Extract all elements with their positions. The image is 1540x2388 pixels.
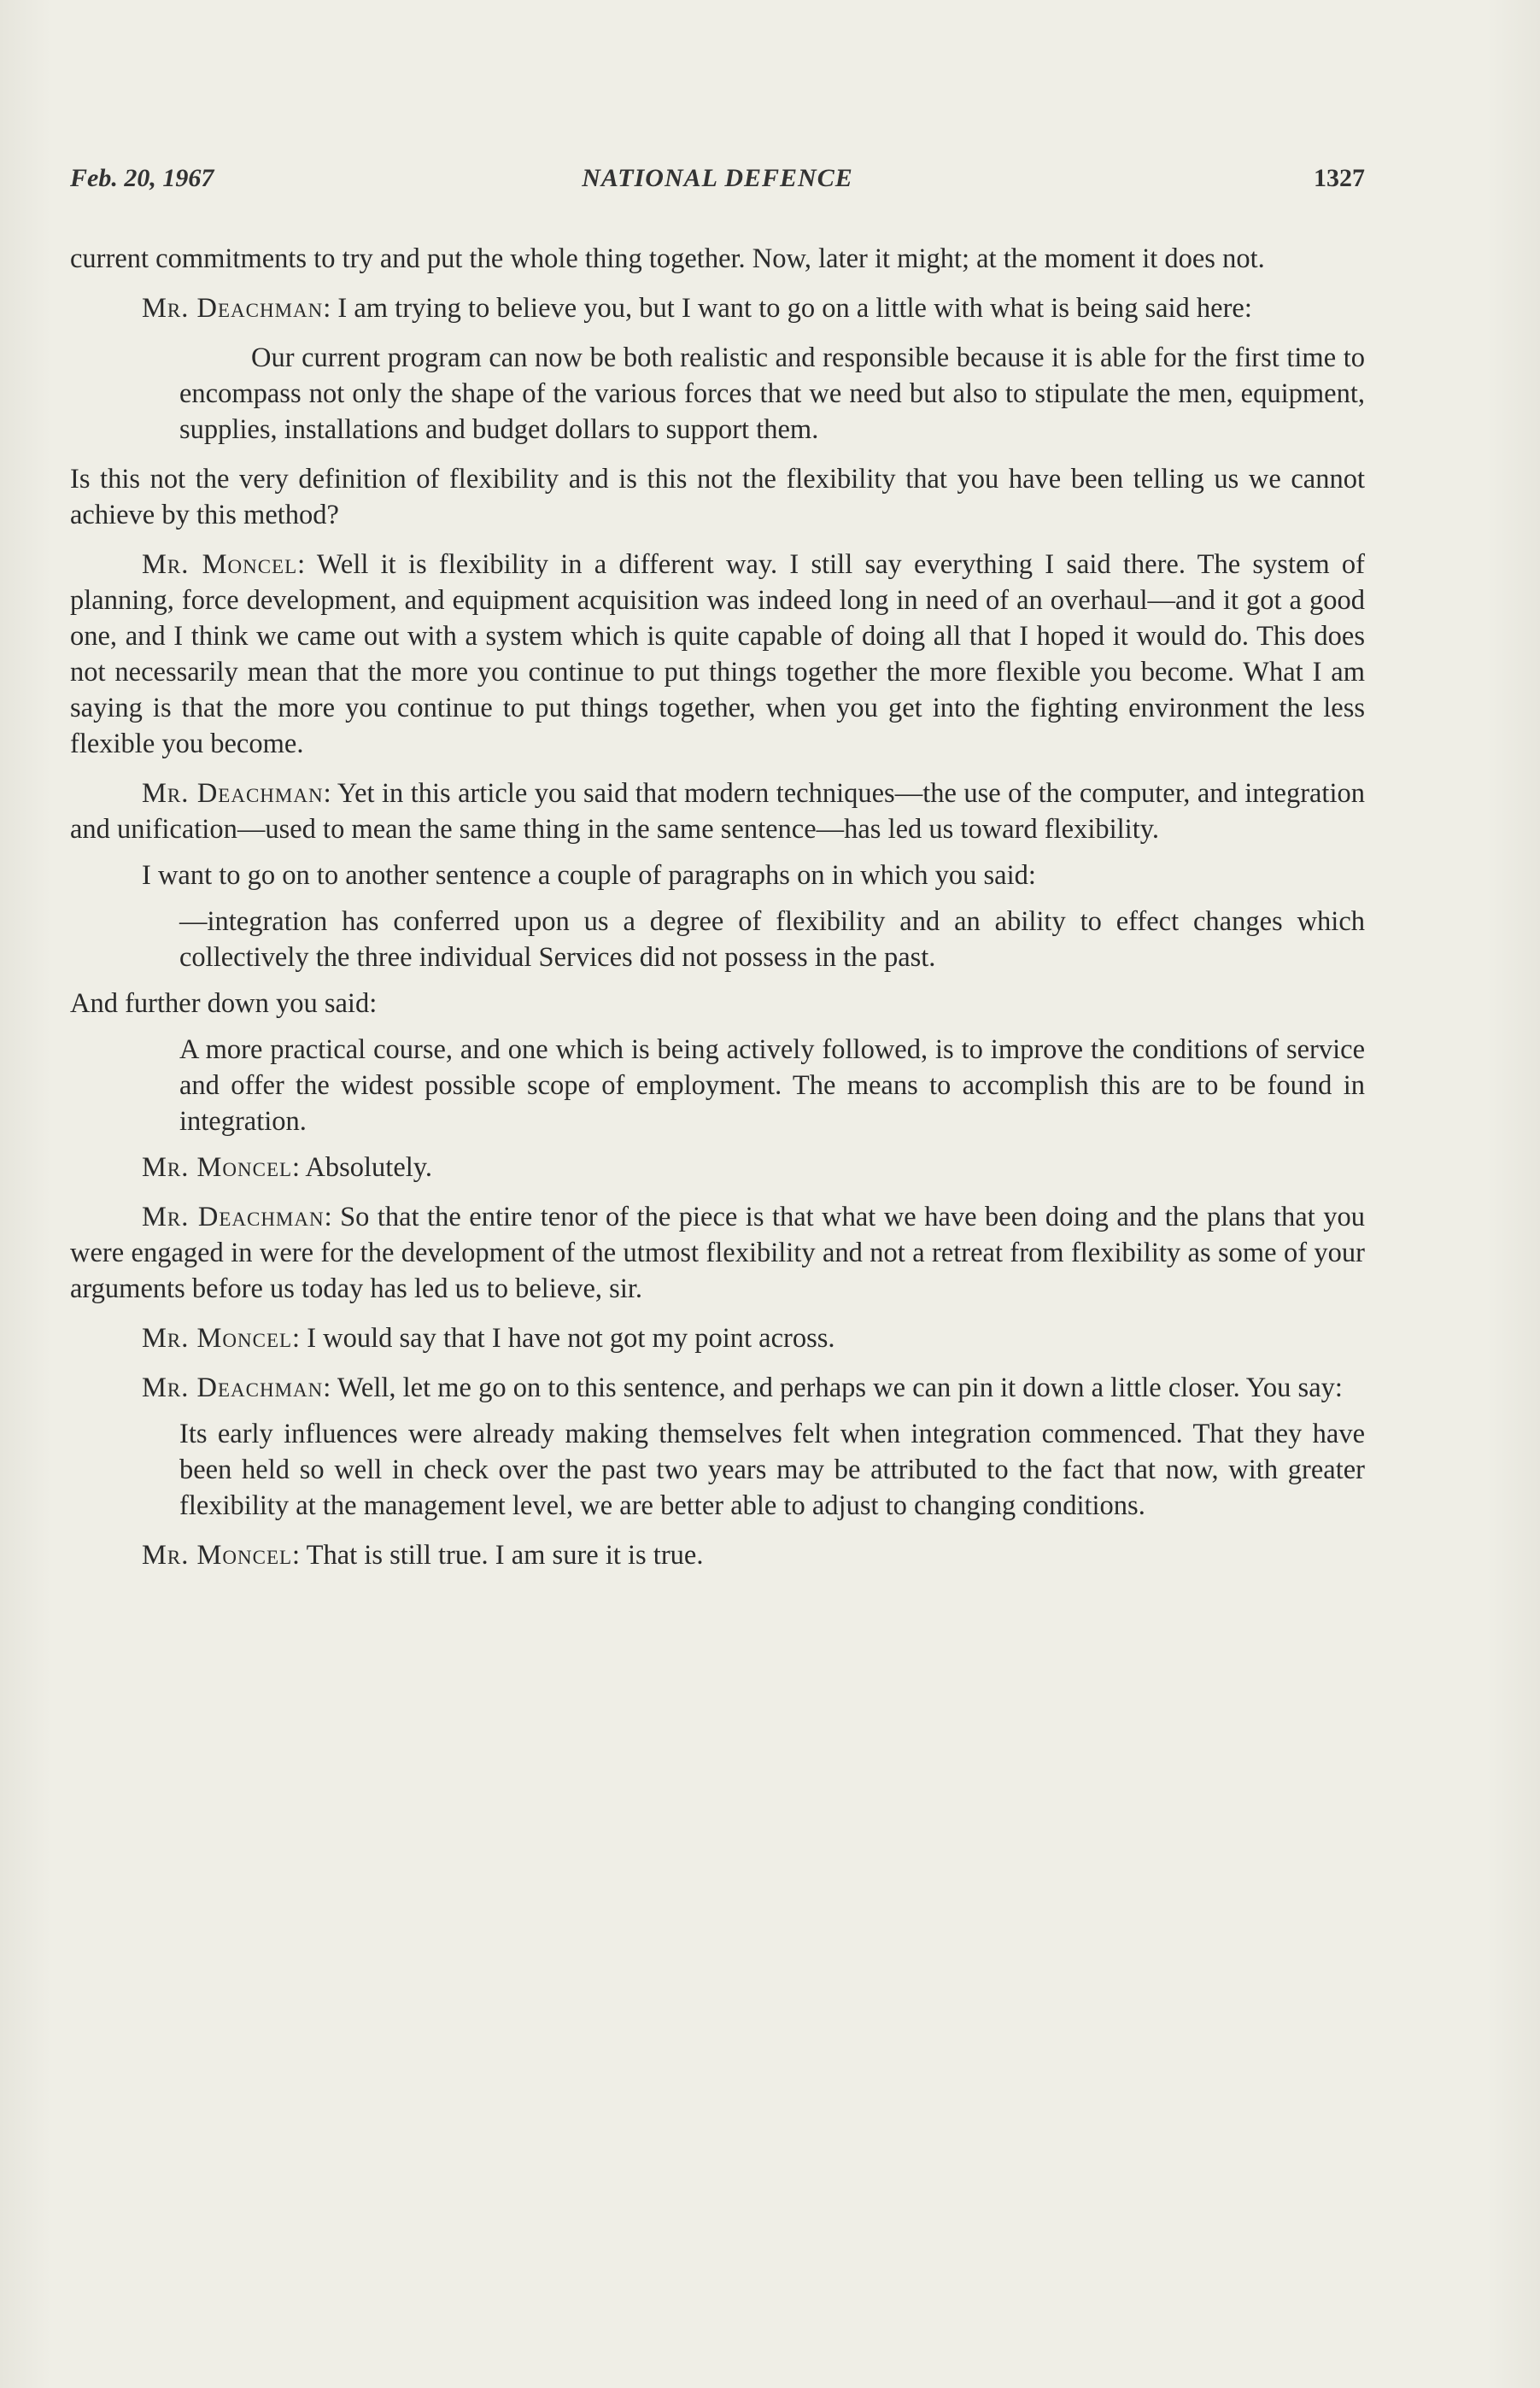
speech-text: : That is still true. I am sure it is true. — [292, 1540, 704, 1571]
speech-paragraph — [70, 1150, 1365, 1185]
block-quote: A more practical course, and one which is being actively followed, is to improve the conditions of service and offer the widest possible scope of employment. The means to accomplish this are to be found in integration. — [179, 1034, 1365, 1137]
page-header — [70, 164, 1365, 202]
speech-text: : I would say that I have not got my point across. — [292, 1323, 835, 1354]
speaker-name: Mr. Moncel — [142, 1323, 293, 1354]
speech-text: : Well it is flexibility in a different way. I still say everything I said there. The system of planning, force development, and equipment acquisition was indeed long in need of an overhaul—and it got a good one, and I think we came out with a system which is quite capable of doing all that I hoped it would do. This does not necessarily mean that the more you continue to put things together the more flexible you become. What I am saying is that the more you continue to put things together, when you get into the fighting environment the less flexible you become. — [70, 549, 1365, 759]
speech-text: : Absolutely. — [292, 1152, 433, 1183]
header-title: NATIONAL DEFENCE — [582, 164, 853, 192]
paragraph: Is this not the very definition of flexibility and is this not the flexibility that you have been telling us we cannot achieve by this method? — [70, 464, 1365, 530]
speech-text: : Well, let me go on to this sentence, and perhaps we can pin it down a little closer. You say: — [323, 1373, 1343, 1403]
speaker-name: Mr. Deachman — [142, 778, 324, 809]
header-page-number: 1327 — [1314, 164, 1365, 192]
block-quote: —integration has conferred upon us a degree of flexibility and an ability to effect changes which collectively the three individual Services did not possess in the past. — [179, 906, 1365, 973]
header-date: Feb. 20, 1967 — [70, 164, 214, 192]
speaker-name: Mr. Deachman — [142, 1373, 324, 1403]
speech-paragraph — [70, 1370, 1365, 1406]
paragraph: And further down you said: — [70, 988, 378, 1019]
speech-paragraph — [70, 1537, 1365, 1573]
speech-text: : I am trying to believe you, but I want to go on a little with what is being said here: — [323, 293, 1252, 324]
speaker-name: Mr. Deachman — [142, 1202, 325, 1232]
paragraph: I want to go on to another sentence a couple of paragraphs on in which you said: — [142, 860, 1036, 891]
speech-paragraph — [70, 547, 1365, 762]
page-body — [70, 241, 1365, 1587]
speech-text: : Yet in this article you said that modern techniques—the use of the computer, and integration and unification—used to mean the same thing in the same sentence—has led us toward flexibility. — [70, 778, 1365, 845]
speech-text: : So that the entire tenor of the piece is that what we have been doing and the plans that you were engaged in were for the development of the utmost flexibility and not a retreat from flexibility as some of your arguments before us today has led us to believe, sir. — [70, 1202, 1365, 1304]
speaker-name: Mr. Moncel — [142, 549, 298, 580]
paragraph: current commitments to try and put the whole thing together. Now, later it might; at the moment it does not. — [70, 243, 1265, 274]
speaker-name: Mr. Moncel — [142, 1540, 293, 1571]
speaker-name: Mr. Deachman — [142, 293, 324, 324]
speech-paragraph — [70, 1320, 1365, 1356]
speech-paragraph — [70, 776, 1365, 847]
block-quote: Its early influences were already making themselves felt when integration commenced. That they have been held so well in check over the past two years may be attributed to the fact that now, with greater flexibility at the management level, we are better able to adjust to changing conditions. — [179, 1419, 1365, 1521]
speech-paragraph — [70, 290, 1365, 326]
speech-paragraph — [70, 1199, 1365, 1307]
block-quote: Our current program can now be both realistic and responsible because it is able for the first time to encompass not only the shape of the various forces that we need but also to stipulate the men, equipment, supplies, installations and budget dollars to support them. — [179, 342, 1365, 445]
speaker-name: Mr. Moncel — [142, 1152, 293, 1183]
